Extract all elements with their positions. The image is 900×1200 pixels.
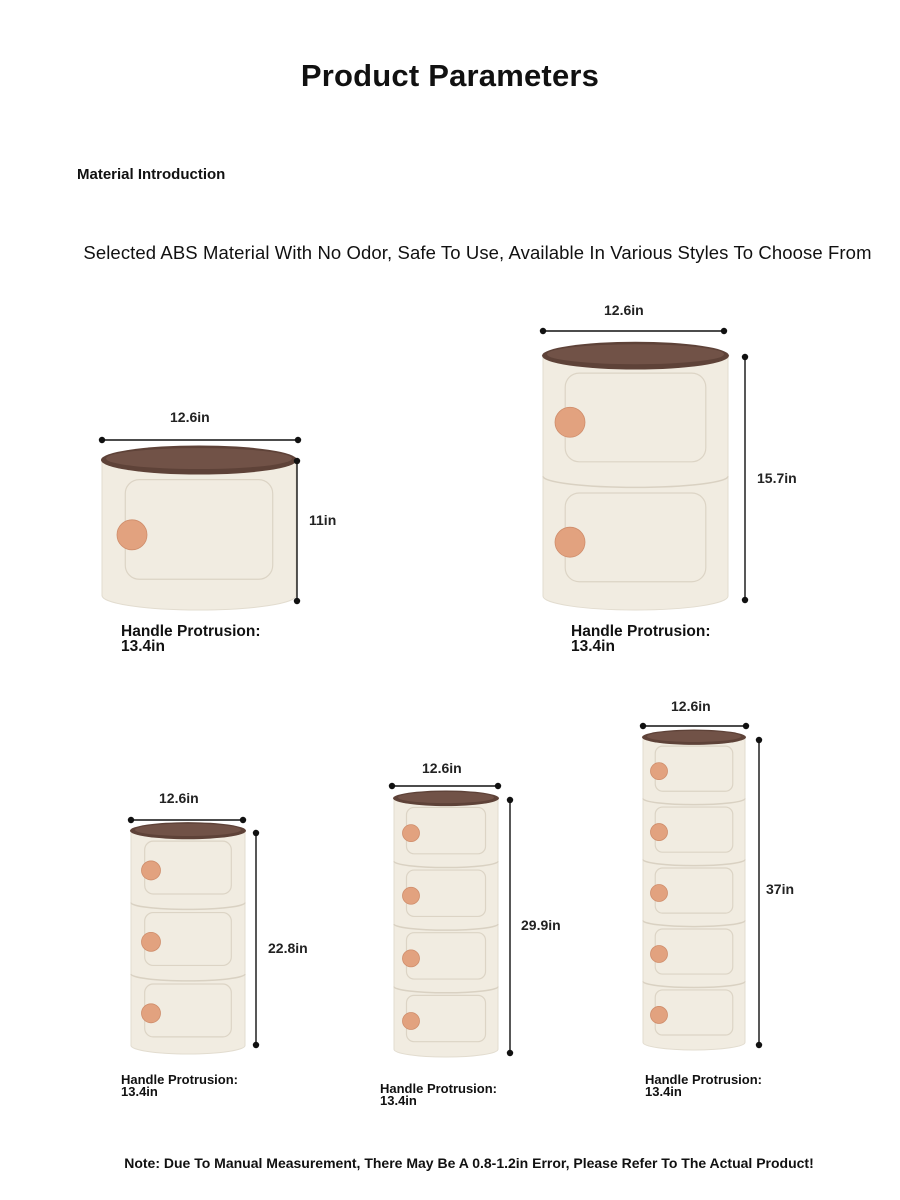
width-label-4: 12.6in — [422, 760, 462, 776]
width-dimension-end-3-b — [240, 817, 246, 823]
height-dimension-end-4-a — [507, 797, 513, 803]
handle-protrusion-1 — [121, 624, 261, 654]
drawer-handle-4-2 — [403, 887, 420, 904]
width-label-5: 12.6in — [671, 698, 711, 714]
drawer-handle-5-4 — [651, 945, 668, 962]
height-dimension-end-2-b — [742, 597, 748, 603]
width-dimension-end-2-b — [721, 328, 727, 334]
drawer-handle-3-3 — [142, 1004, 161, 1023]
measurement-note: Note: Due To Manual Measurement, There May Be A 0.8-1.2in Error, Please Refer To The Actual Product! — [124, 1155, 814, 1171]
cabinet-lid-top-4 — [398, 792, 494, 803]
height-dimension-end-5-a — [756, 737, 762, 743]
height-label-2: 15.7in — [757, 470, 797, 486]
drawer-handle-5-2 — [651, 824, 668, 841]
handle-label-3: Handle Protrusion: — [121, 1072, 239, 1087]
width-dimension-end-3-a — [128, 817, 134, 823]
cabinet-lid-top-3 — [135, 824, 241, 836]
width-dimension-end-2-a — [540, 328, 546, 334]
height-dimension-end-5-b — [756, 1042, 762, 1048]
page-title: Product Parameters — [300, 58, 600, 93]
handle-value-2: 13.4in — [571, 638, 615, 655]
handle-protrusion-3 — [121, 1074, 238, 1098]
width-dimension-end-1-a — [99, 437, 105, 443]
drawer-handle-3-2 — [142, 932, 161, 951]
handle-value-4: 13.4in — [380, 1093, 417, 1108]
width-dimension-end-4-b — [495, 783, 501, 789]
drawer-handle-5-3 — [651, 885, 668, 902]
height-dimension-end-1-a — [294, 458, 300, 464]
section-label: Material Introduction — [77, 166, 226, 183]
width-dimension-end-1-b — [295, 437, 301, 443]
drawer-handle-4-3 — [403, 950, 420, 967]
width-label-1: 12.6in — [170, 409, 210, 425]
width-dimension-end-5-b — [743, 723, 749, 729]
handle-value-1: 13.4in — [121, 638, 165, 655]
height-dimension-end-2-a — [742, 354, 748, 360]
height-label-1: 11in — [309, 512, 337, 528]
width-label-2: 12.6in — [604, 302, 644, 318]
handle-label-2: Handle Protrusion: — [571, 623, 711, 640]
height-dimension-end-1-b — [294, 598, 300, 604]
handle-protrusion-2 — [571, 624, 711, 654]
cabinet-body-2 — [543, 356, 728, 610]
cabinet-lid-top-1 — [106, 448, 292, 469]
drawer-handle-5-1 — [651, 763, 668, 780]
height-label-4: 29.9in — [521, 917, 561, 933]
cabinet-lid-top-5 — [647, 731, 741, 742]
drawer-handle-1-1 — [117, 520, 147, 550]
drawer-handle-2-1 — [555, 407, 585, 437]
handle-protrusion-4 — [380, 1083, 497, 1107]
height-dimension-end-3-b — [253, 1042, 259, 1048]
handle-label-5: Handle Protrusion: — [645, 1072, 763, 1087]
width-dimension-end-4-a — [389, 783, 395, 789]
width-dimension-end-5-a — [640, 723, 646, 729]
handle-value-3: 13.4in — [121, 1084, 158, 1099]
handle-label-1: Handle Protrusion: — [121, 623, 261, 640]
height-label-3: 22.8in — [268, 940, 308, 956]
drawer-handle-2-2 — [555, 527, 585, 557]
handle-value-5: 13.4in — [645, 1084, 682, 1099]
width-label-3: 12.6in — [159, 790, 199, 806]
height-dimension-end-4-b — [507, 1050, 513, 1056]
handle-label-4: Handle Protrusion: — [380, 1081, 498, 1096]
drawer-handle-3-1 — [142, 861, 161, 880]
height-label-5: 37in — [766, 881, 795, 897]
height-dimension-end-3-a — [253, 830, 259, 836]
cabinet-lid-top-2 — [547, 344, 724, 364]
handle-protrusion-5 — [645, 1074, 762, 1098]
drawer-handle-4-1 — [403, 825, 420, 842]
intro-text: Selected ABS Material With No Odor, Safe To Use, Available In Various Styles To Choose From — [83, 242, 872, 263]
drawer-handle-5-5 — [651, 1006, 668, 1023]
drawer-handle-4-4 — [403, 1013, 420, 1030]
